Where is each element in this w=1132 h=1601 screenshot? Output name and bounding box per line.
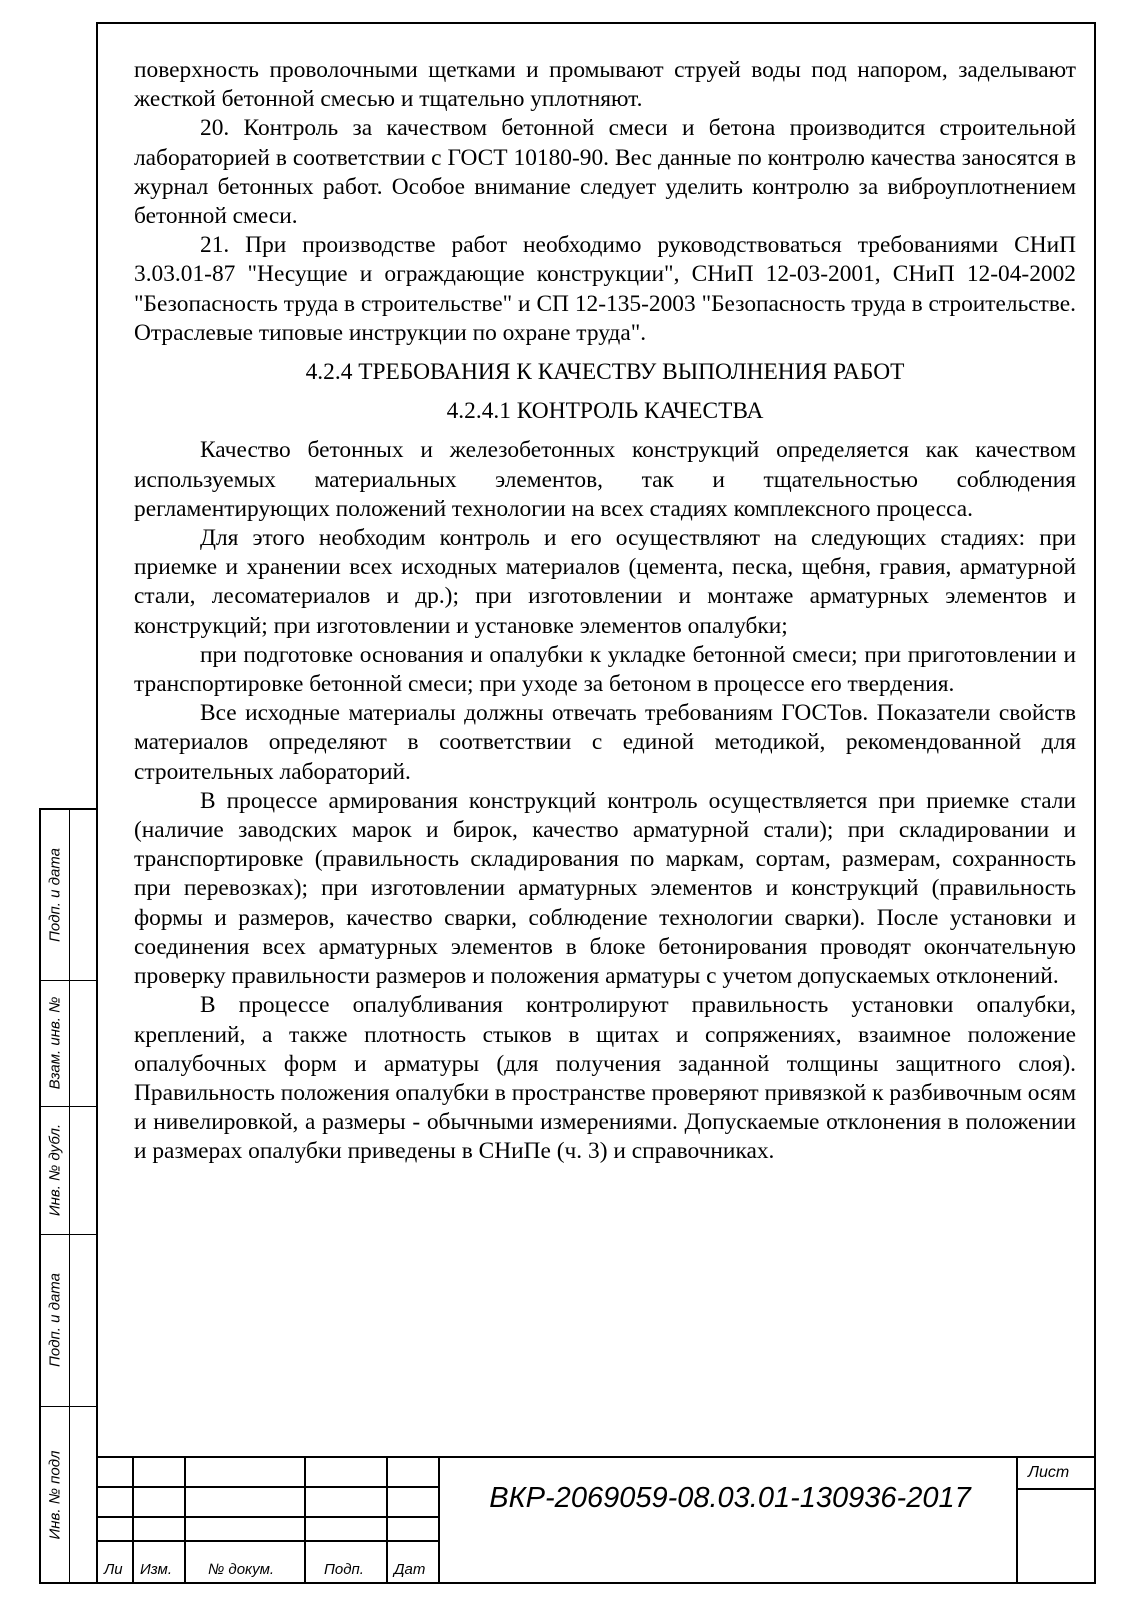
paragraph: 21. При производстве работ необходимо руководствоваться требованиями СНиП 3.03.01-87 "Несущие и ограждающие конструкции", СНиП 12-03-2001, СНиП 12-04-2002 "Безопасность труда в строительстве" и СП 12-135-2003 "Безопасность труда в строительстве. Отраслевые типовые инструкции по охране труда".	[134, 232, 1076, 346]
column-date-label: Дат	[394, 1561, 426, 1578]
side-stamp	[39, 808, 96, 1584]
sign-date-label: Подп. и дата	[46, 848, 64, 942]
paragraph: В процессе опалубливания контролируют правильность установки опалубки, креплений, а также плотность стыков в щитах и сопряжениях, взаимное положение опалубочных форм и арматуры (для получения заданной толщины защитного слоя). Правильность положения опалубки в пространстве проверяют привязкой к разбивочным осям и нивелировкой, а размеры - обычными измерениями. Допускаемые отклонения в положении и размерах опалубки приведены в СНиПе (ч. 3) и справочниках.	[134, 992, 1076, 1165]
paragraph: Для этого необходим контроль и его осуществляют на следующих стадиях: при приемке и хранении всех исходных материалов (цемента, песка, щебня, гравия, арматурной стали, лесоматериалов и др.); при изготовлении и монтаже арматурных элементов и конструкций; при изготовлении и установке элементов опалубки;	[134, 525, 1076, 639]
paragraph: Все исходные материалы должны отвечать требованиям ГОСТов. Показатели свойств материалов определяют в соответствии с единой методикой, рекомендованной для строительных лабораторий.	[134, 700, 1076, 785]
document-code: ВКР-2069059-08.03.01-130936-2017	[489, 1482, 971, 1514]
paragraph: при подготовке основания и опалубки к укладке бетонной смеси; при приготовлении и транспортировке бетонной смеси; при уходе за бетоном в процессе его твердения.	[134, 641, 1076, 698]
column-sign-label: Подп.	[324, 1561, 364, 1578]
paragraph: поверхность проволочными щетками и промывают струей воды под напором, заделывают жесткой бетонной смесью и тщательно уплотняют.	[134, 57, 1076, 113]
column-doc-label: № докум.	[208, 1561, 275, 1578]
column-li-label: Ли	[104, 1561, 123, 1578]
paragraph: В процессе армирования конструкций контроль осуществляется при приемке стали (наличие заводских марок и бирок, качество арматурной стали); при складировании и транспортировке (правильность складирования по маркам, сортам, размерам, сохранность при перевозках); при изготовлении арматурных элементов и конструкций (правильность формы и размеров, качество сварки, соблюдение технологии сварки). После установки и соединения всех арматурных элементов в блоке бетонирования проводят окончательную проверку правильности размеров и положения арматуры с учетом допускаемых отклонений.	[134, 787, 1076, 990]
paragraph: 20. Контроль за качеством бетонной смеси и бетона производится строительной лабораторией в соответствии с ГОСТ 10180-90. Вес данные по контролю качества заносятся в журнал бетонных работ. Особое внимание следует уделить контролю за виброуплотнением бетонной смеси.	[134, 115, 1076, 230]
duplicate-inv-label: Инв. № дубл.	[46, 1123, 64, 1217]
subsection-heading: 4.2.4.1 КОНТРОЛЬ КАЧЕСТВА	[446, 398, 764, 425]
sheet-label: Лист	[1028, 1464, 1070, 1481]
sign-date-label-2: Подп. и дата	[46, 1273, 64, 1367]
column-izm-label: Изм.	[140, 1561, 172, 1578]
paragraph: Качество бетонных и железобетонных конструкций определяется как качеством используемых материальных элементов, так и тщательностью соблюдения регламентирующих положений технологии на всех стадиях комплексного процесса.	[134, 437, 1076, 522]
original-inv-label: Инв. № подл	[46, 1450, 64, 1540]
document-body	[134, 56, 1076, 1167]
section-heading: 4.2.4 ТРЕБОВАНИЯ К КАЧЕСТВУ ВЫПОЛНЕНИЯ РАБОТ	[305, 359, 905, 386]
replace-inv-label: Взам. инв. №	[46, 996, 64, 1090]
